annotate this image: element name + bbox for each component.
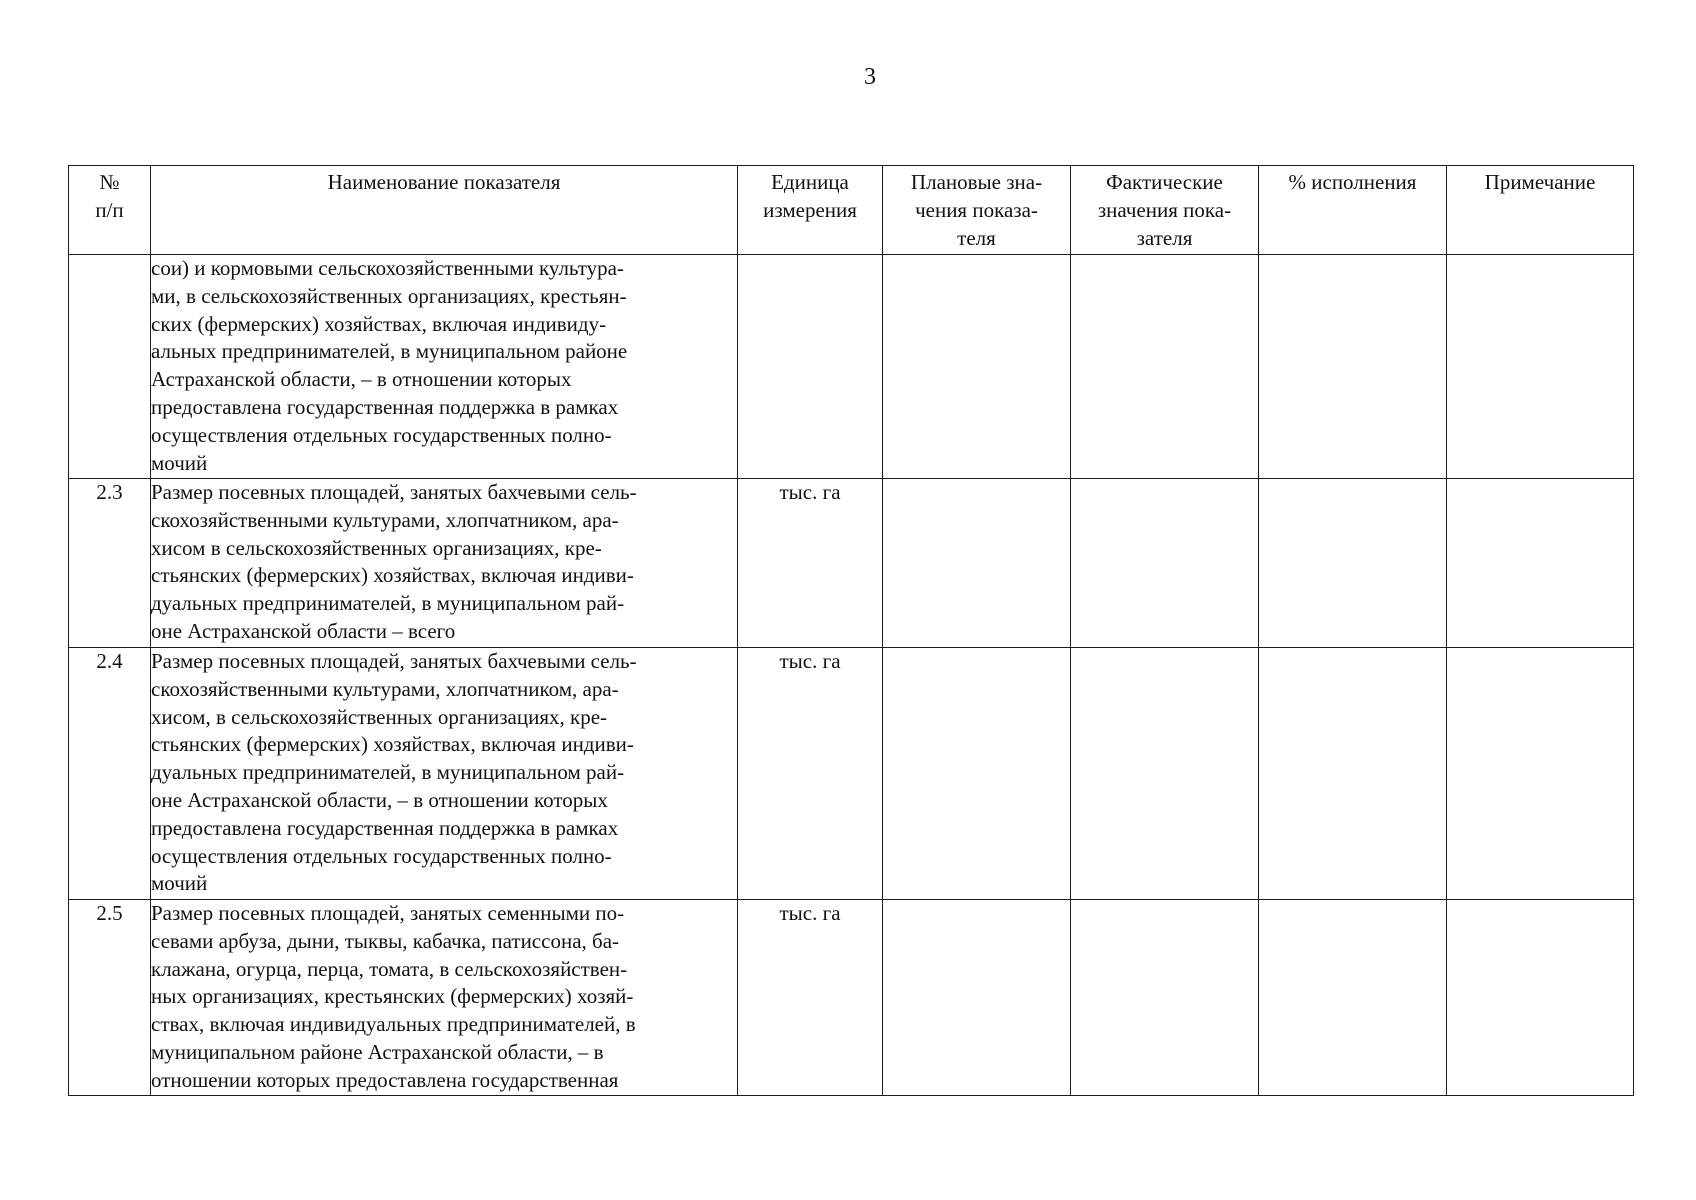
row-unit: тыс. га	[738, 648, 883, 900]
row-note	[1447, 255, 1634, 479]
row-plan-value	[883, 900, 1071, 1096]
row-indicator-name: Размер посевных площадей, занятых бахчевыми сель- скохозяйственными культурами, хлопчатником, ара- хисом в сельскохозяйственных организациях, кре- стьянских (фермерских) хозяйствах, включая индиви- дуальных предпринимателей, в муниципальном рай- оне Астраханской области – всего	[151, 479, 738, 648]
row-completion-percent	[1259, 900, 1447, 1096]
row-plan-value	[883, 255, 1071, 479]
row-note	[1447, 648, 1634, 900]
header-unit-label: Единица измерения	[763, 170, 857, 222]
row-completion-percent	[1259, 479, 1447, 648]
row-unit: тыс. га	[738, 479, 883, 648]
row-indicator-name: Размер посевных площадей, занятых семенными по- севами арбуза, дыни, тыквы, кабачка, патиссона, ба- клажана, огурца, перца, томата, в сельскохозяйствен- ных организациях, крестьянских (фермерских) хозяй- ствах, включая индивидуальных предпринимателей, в муниципальном районе Астраханской области, – в отношении которых предоставлена государственная	[151, 900, 738, 1096]
row-note	[1447, 479, 1634, 648]
table-row	[69, 900, 1634, 1096]
header-completion-percent-label: % исполнения	[1288, 170, 1417, 194]
row-unit	[738, 255, 883, 479]
indicators-table	[68, 165, 1634, 1096]
row-completion-percent	[1259, 648, 1447, 900]
header-actual-values	[1071, 166, 1259, 255]
header-unit	[738, 166, 883, 255]
header-completion-percent	[1259, 166, 1447, 255]
row-indicator-name: Размер посевных площадей, занятых бахчевыми сель- скохозяйственными культурами, хлопчатником, ара- хисом, в сельскохозяйственных организациях, кре- стьянских (фермерских) хозяйствах, включая индиви- дуальных предпринимателей, в муниципальном рай- оне Астраханской области, – в отношении которых предоставлена государственная поддержка в рамках осуществления отдельных государственных полно- мочий	[151, 648, 738, 900]
row-actual-value	[1071, 900, 1259, 1096]
header-number	[69, 166, 151, 255]
header-indicator-name	[151, 166, 738, 255]
table-row	[69, 648, 1634, 900]
row-number: 2.3	[69, 479, 151, 648]
table-row	[69, 255, 1634, 479]
row-unit: тыс. га	[738, 900, 883, 1096]
row-number	[69, 255, 151, 479]
row-completion-percent	[1259, 255, 1447, 479]
row-number: 2.4	[69, 648, 151, 900]
table-row	[69, 479, 1634, 648]
row-actual-value	[1071, 648, 1259, 900]
row-number: 2.5	[69, 900, 151, 1096]
page-number: 3	[864, 64, 876, 90]
row-note	[1447, 900, 1634, 1096]
row-plan-value	[883, 479, 1071, 648]
row-plan-value	[883, 648, 1071, 900]
header-actual-values-label: Фактические значения пока- зателя	[1097, 170, 1232, 250]
table-header-row	[69, 166, 1634, 255]
header-plan-values-label: Плановые зна- чения показа- теля	[910, 170, 1043, 250]
header-plan-values	[883, 166, 1071, 255]
row-indicator-name: сои) и кормовыми сельскохозяйственными культура- ми, в сельскохозяйственных организациях, крестьян- ских (фермерских) хозяйствах, включая индивиду- альных предпринимателей, в муниципальном районе Астраханской области, – в отношении которых предоставлена государственная поддержка в рамках осуществления отдельных государственных полно- мочий	[151, 255, 738, 479]
header-indicator-name-label: Наименование показателя	[327, 170, 561, 194]
header-note	[1447, 166, 1634, 255]
header-number-label: № п/п	[95, 170, 124, 222]
row-actual-value	[1071, 255, 1259, 479]
header-note-label: Примечание	[1484, 170, 1596, 194]
row-actual-value	[1071, 479, 1259, 648]
